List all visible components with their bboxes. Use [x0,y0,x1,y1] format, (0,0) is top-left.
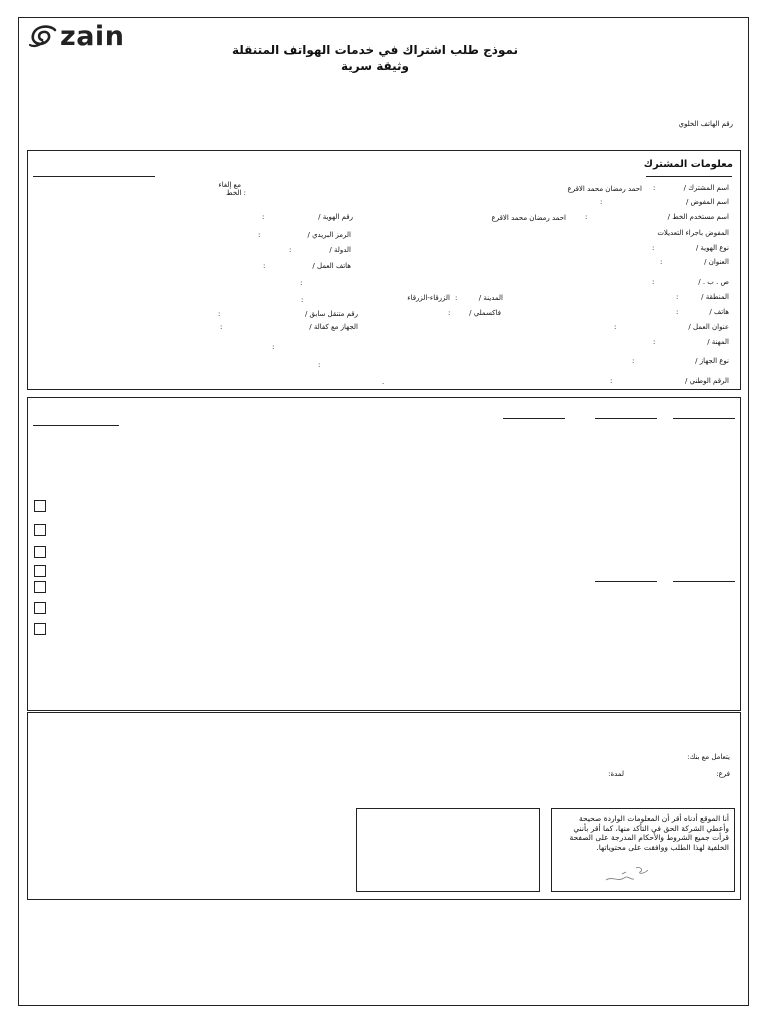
service-checkbox[interactable] [34,565,46,577]
blank-line [673,581,735,582]
id-number-label: رقم الهوية / [318,213,353,221]
national-id-label: الرقم الوطني / [685,377,729,385]
city-value[interactable]: الزرقاء-الزرقاء [407,294,450,302]
colon: : [610,377,613,385]
blank-line [595,418,657,419]
colon: : [676,293,679,301]
blank-line [503,418,565,419]
service-checkbox[interactable] [34,602,46,614]
colon: : [272,343,275,351]
previous-mobile-label: رقم متنقل سابق / [304,310,358,318]
bank-label: يتعامل مع بنك: [687,753,730,761]
phone-label: هاتف / [709,308,729,316]
service-checkbox[interactable] [34,524,46,536]
colon: : [318,361,321,369]
colon: : [632,357,635,365]
fax-label: فاكسملي / [469,309,501,317]
colon: : [660,258,663,266]
line-label: : الخط [226,189,246,197]
colon: : [218,310,221,318]
country-label: الدولة / [329,246,351,254]
service-checkbox[interactable] [34,546,46,558]
subscriber-name-label: اسم المشترك / [683,184,729,192]
logo-wordmark: zain [60,21,125,52]
city-label: المدينة / [478,294,503,302]
colon: : [289,246,292,254]
po-box-label: ص . ب . / [698,278,729,286]
colon: : [448,309,451,317]
period-label: لمدة: [608,770,624,778]
blank-line [595,581,657,582]
dot: . [382,378,385,386]
device-guarantee-label: الجهاز مع كفالة / [309,323,358,331]
postal-code-label: الرمز البريدي / [307,231,351,239]
id-type-label: نوع الهوية / [695,244,729,252]
stamp-box[interactable] [356,808,540,892]
line-user-label: اسم مستخدم الخط / [667,213,729,221]
colon: : [455,294,458,302]
address-label: العنوان / [704,258,729,266]
declaration-statement: أنا الموقع أدناه أقر أن المعلومات الواردة صحيحة وأعطي الشركة الحق في التأكد منها، كما أقر بأنني قرأت جميع الشروط والأحكام المدرجة على الصفحة الخلفية لهذا الطلب ووافقت على محتوياتها. [569,814,729,852]
work-address-label: عنوان العمل / [688,323,729,331]
profession-label: المهنة / [707,338,729,346]
mobile-number-label: رقم الهاتف الخلوي [678,120,733,128]
service-checkbox[interactable] [34,500,46,512]
line-user-value[interactable]: احمد رمضان محمد الاقرع [491,214,566,222]
region-label: المنطقة / [701,293,729,301]
signature-scribble-icon [600,862,660,888]
blank-line [33,176,155,177]
colon: : [653,184,656,192]
colon: : [220,323,223,331]
subscriber-section-title: معلومات المشترك [643,159,733,170]
colon: : [653,338,656,346]
title-line-1: نموذج طلب اشتراك في خدمات الهواتف المتنقلة [231,43,519,57]
blank-line [673,418,735,419]
section-title-underline [646,176,732,177]
colon: : [258,231,261,239]
colon: : [676,308,679,316]
subscriber-name-value[interactable]: احمد رمضان محمد الاقرع [567,185,642,193]
modifications-authorized-label: المفوض باجراء التعديلات [657,229,729,237]
colon: : [263,262,266,270]
colon: : [652,244,655,252]
services-box [27,397,741,711]
form-title [230,42,520,74]
service-checkbox[interactable] [34,581,46,593]
colon: : [585,213,588,221]
colon: : [652,278,655,286]
colon: : [301,296,304,304]
title-line-2: وثيقة سرية [340,59,409,73]
work-phone-label: هاتف العمل / [312,262,351,270]
colon: : [614,323,617,331]
branch-label: فرع: [716,770,730,778]
colon: : [262,213,265,221]
colon: : [600,198,603,206]
cancel-label: مع إلغاء [218,181,241,189]
service-checkbox[interactable] [34,623,46,635]
colon: : [300,279,303,287]
authorized-name-label: اسم المفوض / [685,198,729,206]
device-type-label: نوع الجهاز / [695,357,729,365]
blank-line [33,425,119,426]
zain-logo-icon [29,24,61,50]
